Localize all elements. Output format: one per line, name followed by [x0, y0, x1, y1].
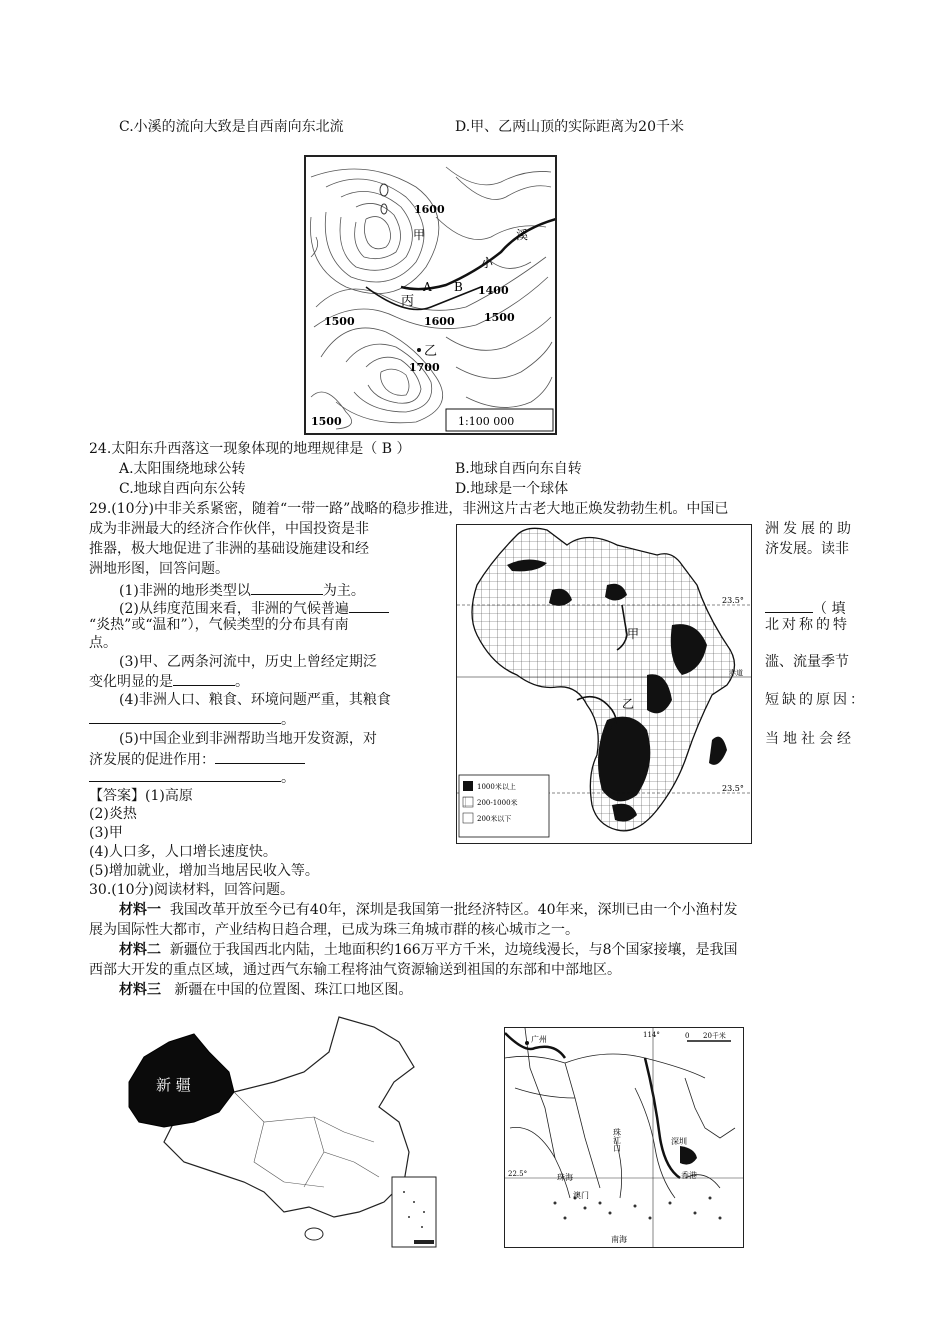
q29-line: 洲发展的助 — [765, 521, 855, 537]
peak-jia-label: 甲 — [413, 228, 426, 242]
legend-mid: 200-1000米 — [477, 799, 518, 807]
q30-material3: 材料三 新疆在中国的位置图、珠江口地区图。 — [119, 982, 413, 998]
equator-label: 赤道 — [729, 669, 743, 677]
zhuhai-label: 珠海 — [557, 1173, 573, 1182]
shenzhen-dot — [680, 1146, 697, 1165]
china-map-svg — [124, 1012, 444, 1250]
q29-line: 点。 — [89, 635, 117, 651]
q29-sub4-blank: 。 — [89, 709, 295, 730]
answer-item: (2)炎热 — [89, 806, 137, 822]
q24-option-c: C.地球自西向东公转 — [119, 481, 246, 497]
q24-option-d: D.地球是一个球体 — [455, 481, 569, 497]
q29-sub5: (5)中国企业到非洲帮助当地开发资源，对 — [119, 731, 377, 747]
china-map — [124, 1012, 444, 1250]
answer-label: 【答案】(1)高原 — [89, 788, 193, 804]
q29-line: 成为非洲最大的经济合作伙伴，中国投资是非 — [89, 521, 369, 537]
q29-line: 洲地形图，回答问题。 — [89, 561, 229, 577]
xinjiang-label: 新 疆 — [156, 1076, 191, 1094]
river-yi-label: 乙 — [622, 697, 635, 711]
contour-label: 1500 — [484, 311, 515, 324]
lat-label: 22.5° — [508, 1170, 528, 1178]
lat-north-label: 23.5° — [722, 596, 744, 605]
boundary-line — [645, 1058, 680, 1178]
map-scale: 1:100 000 — [458, 415, 515, 428]
q30-material2-line1: 材料二 新疆位于我国西北内陆，土地面积约166万平方千米，边境线漫长，与8个国家接壤，是我国 — [119, 942, 738, 958]
contour-label: 1700 — [409, 361, 440, 374]
africa-map — [456, 524, 752, 844]
q23-option-c: C.小溪的流向大致是自西南向东北流 — [119, 119, 344, 135]
q29-sub4: (4)非洲人口、粮食、环境问题严重，其粮食 — [119, 692, 391, 708]
map-legend — [459, 775, 549, 837]
scale-zero: 0 — [685, 1032, 690, 1040]
q29-line: 推器，极大地促进了非洲的基础设施建设和经 — [89, 541, 369, 557]
q29-line: 29.(10分)中非关系紧密，随着“一带一路”战略的稳步推进，非洲这片古老大地正焕发勃勃生机。中国已 — [89, 501, 729, 517]
lat-south-label: 23.5° — [722, 784, 744, 793]
q24-stem: 24.太阳东升西落这一现象体现的地理规律是（ B ） — [89, 441, 411, 457]
q29-sub1: (1)非洲的地形类型以 为主。 — [119, 580, 365, 601]
contour-label: 1500 — [324, 315, 355, 328]
scale-unit: 20千米 — [703, 1032, 726, 1040]
q30-material1-line2: 展为国际性大都市，产业结构日趋合理，已成为珠三角城市群的核心城市之一。 — [89, 922, 579, 938]
south-sea-label: 南海 — [611, 1235, 627, 1244]
south-china-sea-inset — [392, 1177, 436, 1247]
pearl-estuary-label: 珠江口 — [612, 1128, 622, 1152]
macau-label: 澳门 — [573, 1191, 589, 1200]
q29-line: 济发展。读非 — [765, 541, 849, 557]
q29-line: 变化明显的是 。 — [89, 671, 249, 692]
q29-sub3: (3)甲、乙两条河流中，历史上曾经定期泛 — [119, 654, 377, 670]
q24-option-a: A.太阳围绕地球公转 — [119, 461, 246, 477]
guangzhou-label: 广州 — [531, 1035, 547, 1044]
africa-map-svg — [457, 525, 751, 843]
contour-label: 1600 — [414, 203, 445, 216]
q29-sub5-right: 当地社会经 — [765, 731, 855, 747]
point-a-label: A — [423, 280, 432, 294]
q29-sub5-blank: 。 — [89, 767, 295, 788]
q24-option-b: B.地球自西向东自转 — [455, 461, 582, 477]
point-b-label: B — [454, 280, 463, 294]
q23-option-d: D.甲、乙两山顶的实际距离为20千米 — [455, 119, 684, 135]
q29-sub3-right: 滥、流量季节 — [765, 654, 849, 670]
q29-line: 济发展的促进作用： — [89, 749, 305, 770]
answer-item: (5)增加就业，增加当地居民收入等。 — [89, 863, 319, 879]
point-bing-label: 丙 — [401, 294, 415, 309]
legend-high: 1000米以上 — [477, 783, 516, 791]
prd-map-svg — [505, 1028, 743, 1247]
peak-yi-label: 乙 — [424, 344, 438, 359]
q29-line: 北对称的特 — [765, 617, 850, 633]
q30-material2-line2: 西部大开发的重点区域，通过西气东输工程将油气资源输送到祖国的东部和中部地区。 — [89, 962, 621, 978]
lon-label: 114° — [643, 1031, 660, 1039]
contour-label: 1400 — [478, 284, 509, 297]
hongkong-label: 香港 — [681, 1171, 697, 1180]
topographic-map — [304, 155, 557, 435]
contour-label: 1500 — [311, 415, 342, 428]
q29-sub2-right: （ 填 — [765, 598, 845, 619]
q29-line: “炎热”或“温和”），气候类型的分布具有南 — [89, 617, 349, 633]
shenzhen-label: 深圳 — [671, 1137, 687, 1146]
answer-item: (4)人口多，人口增长速度快。 — [89, 844, 277, 860]
stream-label: 小 — [481, 256, 494, 270]
answer-item: (3)甲 — [89, 825, 123, 841]
river-jia-label: 甲 — [627, 627, 640, 641]
topographic-map-svg — [306, 157, 555, 433]
stream-label: 溪 — [516, 228, 529, 242]
legend-low: 200米以下 — [477, 815, 512, 823]
contour-label: 1600 — [424, 315, 455, 328]
q29-sub4-right: 短缺的原因： — [765, 692, 867, 708]
prd-map — [504, 1027, 744, 1248]
q30-stem: 30.(10分)阅读材料，回答问题。 — [89, 882, 295, 898]
q29-sub2: (2)从纬度范围来看，非洲的气候普遍 — [119, 598, 389, 619]
q30-material1-line1: 材料一 我国改革开放至今已有40年，深圳是我国第一批经济特区。40年来，深圳已由一个小渔村发 — [119, 902, 738, 918]
